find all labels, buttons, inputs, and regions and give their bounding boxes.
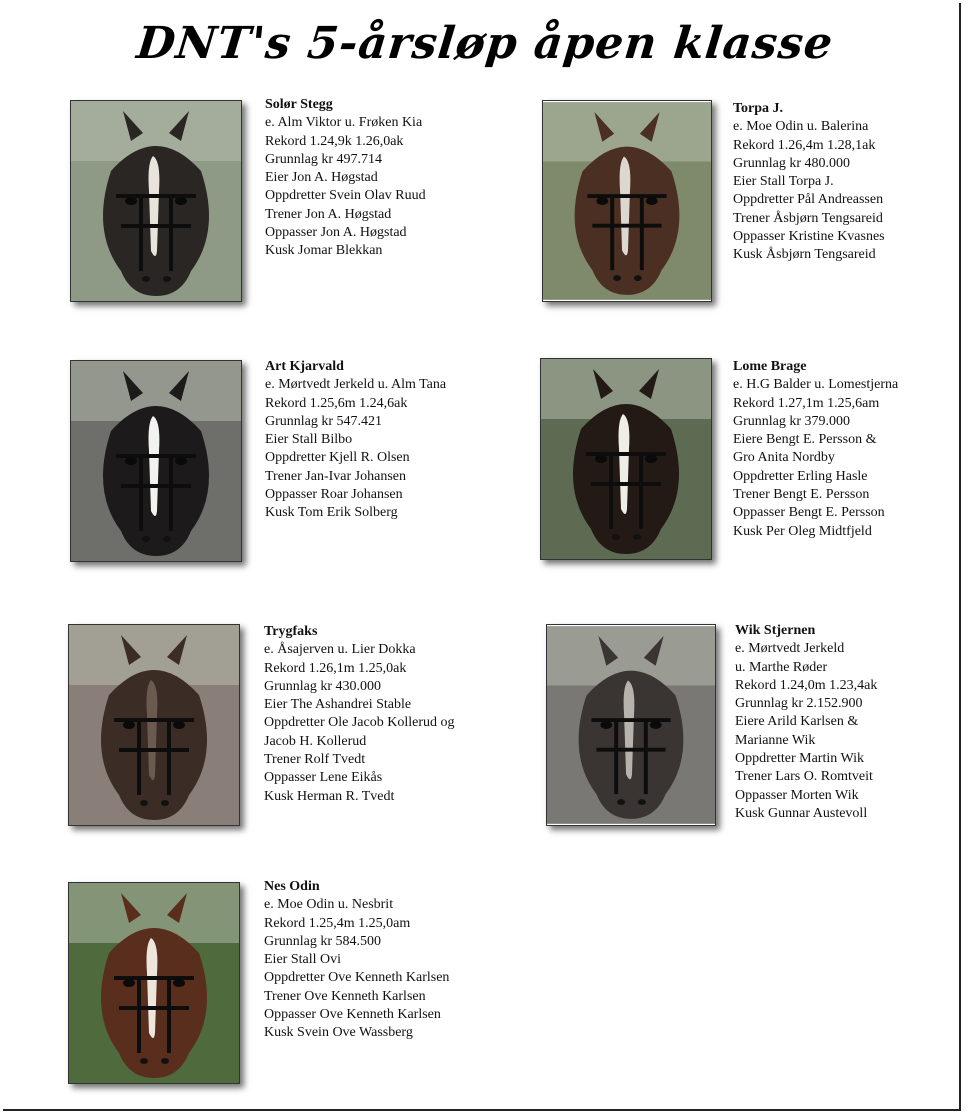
horse-detail-line: Eiere Arild Karlsen & [735,714,859,730]
horse-head-icon [71,361,241,561]
horse-detail-line: Marianne Wik [735,732,816,748]
horse-info [735,622,877,823]
horse-detail-line: e. Mørtvedt Jerkeld [735,641,845,657]
horse-info [265,96,426,261]
horse-name: Lome Brage [733,359,807,374]
horse-detail-line: Eier Jon A. Høgstad [265,170,378,186]
horse-detail-line: Trener Jon A. Høgstad [265,206,392,222]
horse-detail-line: Grunnlag kr 584.500 [264,933,382,949]
horse-name: Nes Odin [264,879,320,894]
horse-info [265,358,446,523]
horse-detail-line: Oppdretter Ove Kenneth Karlsen [264,970,450,986]
horse-name: Torpa J. [733,101,784,116]
horse-detail-line: Oppasser Kristine Kvasnes [733,229,885,245]
horse-detail-line: Oppdretter Erling Hasle [733,468,868,484]
horse-detail-line: Rekord 1.25,4m 1.25,0am [264,915,411,931]
horse-detail-line: Oppasser Jon A. Høgstad [265,225,407,241]
horse-detail-line: Trener Åsbjørn Tengsareid [733,210,883,226]
horse-name: Solør Stegg [265,97,333,112]
horse-detail-line: Kusk Tom Erik Solberg [265,505,398,521]
horse-detail-line: Rekord 1.25,6m 1.24,6ak [265,395,408,411]
horse-detail-line: Grunnlag kr 547.421 [265,413,383,429]
horse-detail-line: Oppdretter Svein Olav Ruud [265,188,426,204]
horse-head-icon [547,625,715,825]
horse-detail-line: Eier Stall Ovi [264,952,341,968]
horse-detail-line: Grunnlag kr 430.000 [264,678,382,694]
horse-detail-line: Rekord 1.24,0m 1.23,4ak [735,677,878,693]
horse-detail-line: Oppasser Bengt E. Persson [733,505,885,521]
horse-detail-line: e. Alm Viktor u. Frøken Kia [265,115,423,131]
horse-detail-line: Jacob H. Kollerud [264,733,367,749]
horse-name: Trygfaks [264,624,318,639]
horse-detail-line: Kusk Svein Ove Wassberg [264,1025,413,1041]
horse-detail-line: Rekord 1.26,1m 1.25,0ak [264,660,407,676]
horse-head-icon [69,883,239,1083]
horse-detail-line: Rekord 1.27,1m 1.25,6am [733,395,880,411]
horse-head-icon [543,101,711,301]
horse-detail-line: e. H.G Balder u. Lomestjerna [733,377,899,393]
horse-detail-line: Eier Stall Torpa J. [733,174,834,190]
horse-info [264,878,449,1043]
horse-photo [68,882,240,1084]
horse-photo [68,624,240,826]
horse-detail-line: Kusk Herman R. Tvedt [264,788,395,804]
horse-photo [70,100,242,302]
horse-photo [542,100,712,302]
horse-detail-line: Kusk Jomar Blekkan [265,243,383,259]
horse-detail-line: Oppdretter Martin Wik [735,751,865,767]
horse-detail-line: Kusk Åsbjørn Tengsareid [733,247,876,263]
horse-detail-line: Trener Ove Kenneth Karlsen [264,988,426,1004]
horse-detail-line: Oppasser Ove Kenneth Karlsen [264,1007,441,1023]
horse-detail-line: Oppdretter Ole Jacob Kollerud og [264,715,455,731]
horse-name: Art Kjarvald [265,359,344,374]
horse-detail-line: e. Mørtvedt Jerkeld u. Alm Tana [265,377,447,393]
horse-detail-line: Eiere Bengt E. Persson & [733,432,877,448]
horse-detail-line: Trener Jan-Ivar Johansen [265,468,406,484]
horse-detail-line: e. Moe Odin u. Nesbrit [264,897,394,913]
horse-photo [546,624,716,826]
horse-detail-line: e. Åsajerven u. Lier Dokka [264,642,416,658]
horse-photo [70,360,242,562]
horse-info [264,623,455,806]
horse-detail-line: Trener Rolf Tvedt [264,752,366,768]
horse-info [733,358,898,541]
horse-detail-line: Trener Lars O. Romtveit [735,769,873,785]
horse-head-icon [71,101,241,301]
horse-detail-line: Oppdretter Pål Andreassen [733,192,884,208]
horse-detail-line: e. Moe Odin u. Balerina [733,119,869,135]
horse-detail-line: Grunnlag kr 379.000 [733,413,851,429]
horse-photo [540,358,712,560]
horse-detail-line: Kusk Per Oleg Midtfjeld [733,523,872,539]
horse-detail-line: Oppasser Roar Johansen [265,487,403,503]
horse-detail-line: Oppasser Lene Eikås [264,770,383,786]
horse-detail-line: Kusk Gunnar Austevoll [735,805,868,821]
page-title: DNT's 5-årsløp åpen klasse [134,18,836,69]
horse-detail-line: Trener Bengt E. Persson [733,487,870,503]
horse-detail-line: Rekord 1.26,4m 1.28,1ak [733,137,876,153]
horse-head-icon [541,359,711,559]
horse-detail-line: Oppasser Morten Wik [735,787,859,803]
horse-detail-line: Gro Anita Nordby [733,450,835,466]
horse-head-icon [69,625,239,825]
horse-detail-line: Grunnlag kr 497.714 [265,151,383,167]
horse-detail-line: u. Marthe Røder [735,659,828,675]
horse-name: Wik Stjernen [735,623,816,638]
horse-info [733,100,885,265]
horse-detail-line: Grunnlag kr 2.152.900 [735,696,863,712]
horse-detail-line: Oppdretter Kjell R. Olsen [265,450,410,466]
horse-detail-line: Grunnlag kr 480.000 [733,155,851,171]
horse-detail-line: Eier Stall Bilbo [265,432,353,448]
horse-detail-line: Rekord 1.24,9k 1.26,0ak [265,133,404,149]
horse-detail-line: Eier The Ashandrei Stable [264,697,412,713]
